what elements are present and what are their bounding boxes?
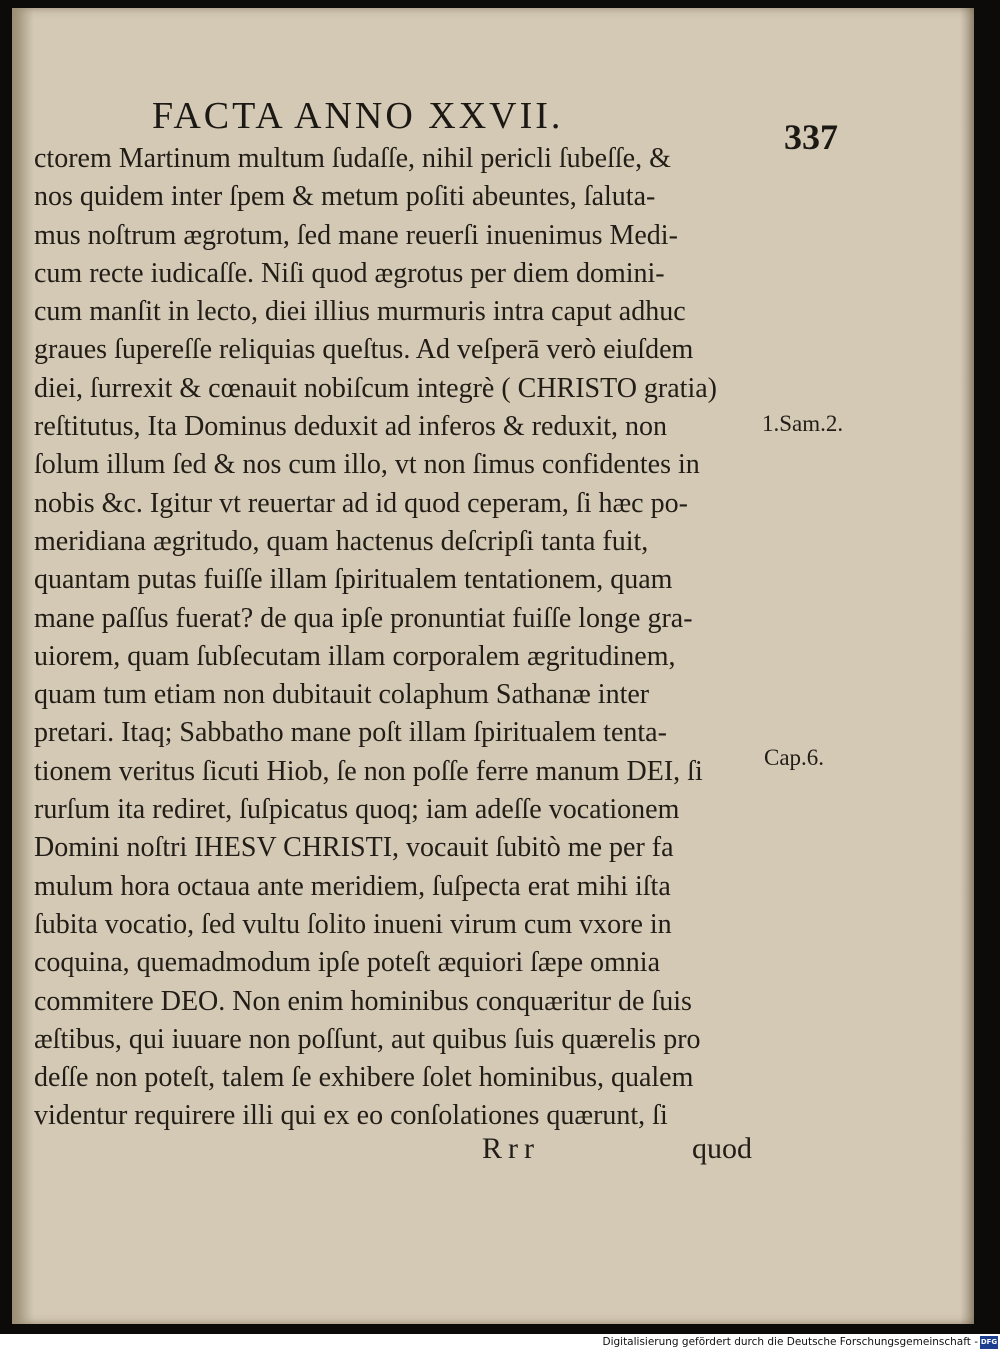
text-line: coquina, quemadmodum ipſe poteſt æquiori ſæpe omnia [34, 947, 661, 979]
page-gutter-shadow [12, 8, 34, 1324]
page-number: 337 [784, 117, 838, 157]
body-text [34, 140, 774, 1136]
signature-mark: Rrr [482, 1132, 540, 1165]
running-head: FACTA ANNO XXVII. [152, 95, 564, 137]
text-line: videntur requirere illi qui ex eo conſolationes quærunt, ſi [34, 1100, 668, 1132]
text-line: meridiana ægritudo, quam hactenus deſcripſi tanta fuit, [34, 525, 649, 557]
margin-note-reference: 1.Sam.2. [762, 411, 844, 436]
dfg-logo: DFG [980, 1336, 998, 1349]
text-line: nobis &c. Igitur vt reuertar ad id quod ceperam, ſi hæc po- [34, 487, 688, 519]
text-line: ſubita vocatio, ſed vultu ſolito inueni virum cum vxore in [34, 908, 672, 940]
funding-credit: Digitalisierung gefördert durch die Deutsche Forschungsgemeinschaft - [602, 1336, 978, 1348]
text-line: nos quidem inter ſpem & metum poſiti abeuntes, ſaluta- [34, 181, 656, 213]
text-line: mus noſtrum ægrotum, ſed mane reuerſi inuenimus Medi- [34, 219, 678, 251]
book-page [12, 8, 974, 1324]
text-line: diei, ſurrexit & cœnauit nobiſcum integrè ( CHRISTO gratia) [34, 372, 717, 404]
text-line: cum recte iudicaſſe. Niſi quod ægrotus per diem domini- [34, 257, 665, 289]
text-line: graues ſupereſſe reliquias queſtus. Ad veſperā verò eiuſdem [34, 334, 694, 366]
text-line: ctorem Martinum multum ſudaſſe, nihil pericli ſubeſſe, & [34, 143, 671, 174]
text-line: ſolum illum ſed & nos cum illo, vt non ſimus confidentes in [34, 449, 700, 481]
text-line: rurſum ita rediret, ſuſpicatus quoq; iam adeſſe vocationem [34, 794, 680, 826]
text-line: cum manſit in lecto, diei illius murmuris intra caput adhuc [34, 296, 686, 328]
text-line: Domini noſtri IHESV CHRISTI, vocauit ſubitò me per fa [34, 832, 674, 864]
text-line: æſtibus, qui iuuare non poſſunt, aut quibus ſuis quærelis pro [34, 1023, 701, 1055]
text-line: commitere DEO. Non enim hominibus conquæritur de ſuis [34, 985, 692, 1017]
text-line: quantam putas fuiſſe illam ſpiritualem tentationem, quam [34, 564, 673, 596]
text-line: deſſe non poteſt, talem ſe exhibere ſolet hominibus, qualem [34, 1062, 694, 1094]
text-line: quam tum etiam non dubitauit colaphum Sathanæ inter [34, 679, 650, 711]
text-line: mane paſſus fuerat? de qua ipſe pronuntiat fuiſſe longe gra- [34, 602, 693, 634]
text-line: uiorem, quam ſubſecutam illam corporalem ægritudinem, [34, 640, 676, 672]
text-line: tionem veritus ſicuti Hiob, ſe non poſſe ferre manum DEI, ſi [34, 755, 703, 787]
text-line: pretari. Itaq; Sabbatho mane poſt illam ſpiritualem tenta- [34, 717, 667, 749]
catchword: quod [692, 1132, 752, 1165]
margin-note-reference: Cap.6. [764, 745, 825, 770]
text-line: mulum hora octaua ante meridiem, ſuſpecta erat mihi iſta [34, 870, 671, 902]
text-line: reſtitutus, Ita Dominus deduxit ad inferos & reduxit, non [34, 411, 668, 443]
